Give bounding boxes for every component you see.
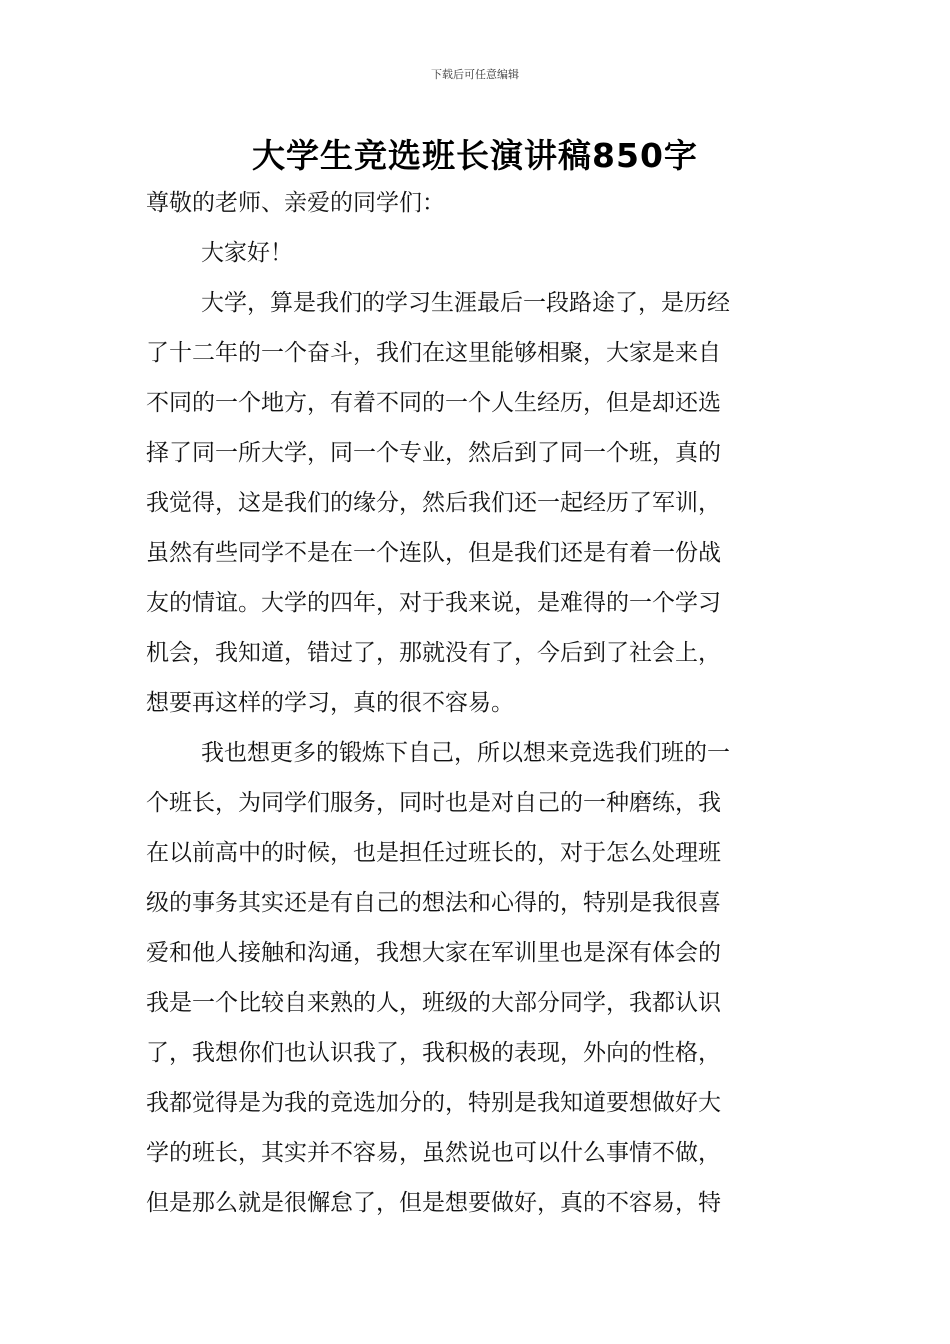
document-body	[146, 178, 810, 1228]
text-line: 学的班长，其实并不容易，虽然说也可以什么事情不做，	[146, 1140, 721, 1166]
text-line: 虽然有些同学不是在一个连队，但是我们还是有着一份战	[146, 540, 721, 566]
text-line: 了，我想你们也认识我了，我积极的表现，外向的性格，	[146, 1040, 721, 1066]
text-line: 我觉得，这是我们的缘分，然后我们还一起经历了军训，	[146, 490, 721, 516]
text-line: 了十二年的一个奋斗，我们在这里能够相聚，大家是来自	[146, 340, 721, 366]
text-line: 大家好！	[201, 240, 293, 266]
text-line: 在以前高中的时候，也是担任过班长的，对于怎么处理班	[146, 840, 721, 866]
text-line: 我都觉得是为我的竞选加分的，特别是我知道要想做好大	[146, 1090, 721, 1116]
text-line: 我是一个比较自来熟的人，班级的大部分同学，我都认识	[146, 990, 721, 1016]
text-line: 想要再这样的学习，真的很不容易。	[146, 690, 514, 716]
text-line: 不同的一个地方，有着不同的一个人生经历，但是却还选	[146, 390, 721, 416]
text-line: 择了同一所大学，同一个专业，然后到了同一个班，真的	[146, 440, 721, 466]
text-line: 个班长，为同学们服务，同时也是对自己的一种磨练，我	[146, 790, 721, 816]
document-title: 大学生竞选班长演讲稿850字	[252, 136, 698, 175]
text-line: 但是那么就是很懈怠了，但是想要做好，真的不容易，特	[146, 1190, 721, 1216]
text-line: 爱和他人接触和沟通，我想大家在军训里也是深有体会的	[146, 940, 721, 966]
text-line: 大学，算是我们的学习生涯最后一段路途了，是历经	[201, 290, 730, 316]
text-line: 友的情谊。大学的四年，对于我来说，是难得的一个学习	[146, 590, 721, 616]
text-line: 级的事务其实还是有自己的想法和心得的，特别是我很喜	[146, 890, 721, 916]
text-line: 我也想更多的锻炼下自己，所以想来竞选我们班的一	[201, 740, 730, 766]
text-line: 尊敬的老师、亲爱的同学们：	[146, 190, 445, 216]
text-line: 机会，我知道，错过了，那就没有了，今后到了社会上，	[146, 640, 721, 666]
header-note: 下载后可任意编辑	[431, 68, 519, 81]
